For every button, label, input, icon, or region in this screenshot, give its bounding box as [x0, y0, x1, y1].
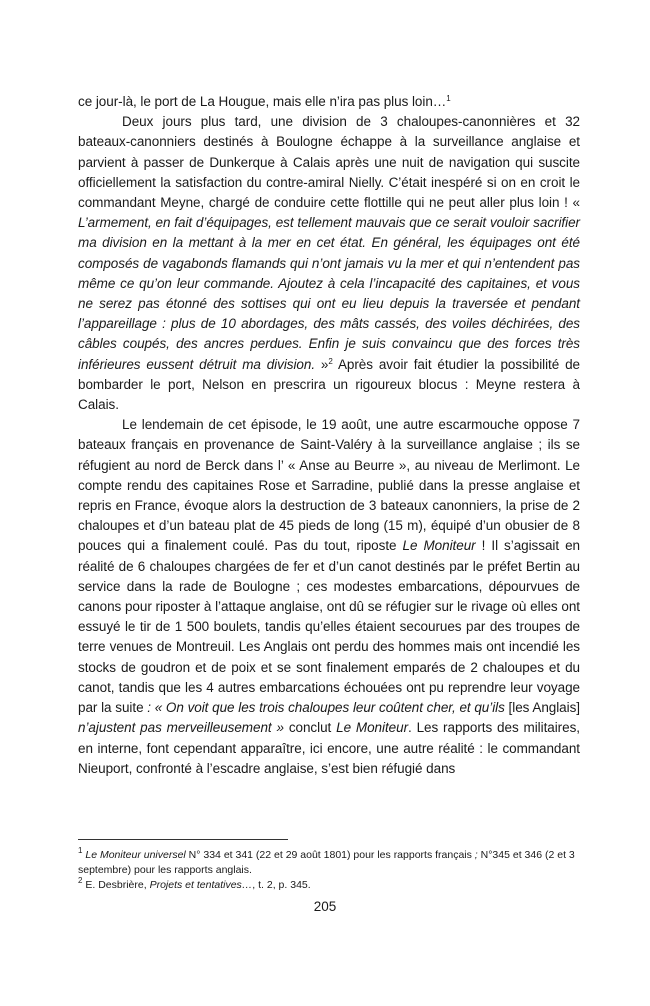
text-run: N°345 et 346 (2 et 3 septembre) pour les rapports anglais.	[78, 849, 575, 876]
paragraph	[78, 415, 580, 779]
text-run: ! Il s’agissait en réalité de 6 chaloupes chargées de fer et d’un canot destinés par le préfet Bertin au service dans la rade de Boulogne ; ces modestes embarcations, dépourvues de canons pour riposter à l’attaque anglaise, ont dû se réfugier sur le rivage où elles ont essuyé le tir de 1 500 boulets, tandis qu’elles étaient secourues par des troupes de terre venues de Montreuil. Les Anglais ont perdu des hommes mais ont incendié les stocks de goudron et de poix et se sont finalement emparés de 2 chaloupes et du canot, tandis que les 4 autres embarcations échouées ont pu reprendre leur voyage par la suite	[78, 538, 581, 716]
text-run: conclut	[283, 720, 337, 736]
text-run: N° 334 et 341 (22 et 29 août 1801) pour les rapports français	[185, 849, 472, 861]
title-italic: Le Moniteur	[336, 720, 409, 736]
text-run: »	[315, 356, 329, 372]
text-run: [les Anglais]	[504, 700, 580, 716]
footnote-number: 2	[78, 876, 83, 885]
quote-italic: n’ajustent pas merveilleusement »	[78, 720, 284, 736]
footnote-ref: 1	[446, 94, 451, 103]
title-italic: Le Moniteur universel	[85, 849, 186, 861]
text-run: , t. 2, p. 345.	[252, 879, 311, 891]
title-italic: Projets et tentatives…	[149, 879, 253, 891]
text-run: . Les rapports des militaires, en interne, font cependant apparaître, ici encore, une autre réalité : le commandant Nieuport, confronté à l’escadre anglaise, s’est bien réfugié dans	[78, 720, 580, 776]
text-run: Le lendemain de cet épisode, le 19 août, une autre escarmouche oppose 7 bateaux français en provenance de Saint-Valéry à la surveillance anglaise ; ils se réfugient au nord de Berck dans l’ « Anse au Beurre », au niveau de Merlimont. Le compte rendu des capitaines Rose et Sarradine, publié dans la presse anglaise et repris en France, évoque alors la destruction de 3 bateaux canonniers, la prise de 2 chaloupes et d’un bateau plat de 45 pieds de long (15 m), équipé d’un obusier de 8 pouces qui a finalement coulé. Pas du tout, riposte	[78, 417, 580, 554]
page-number: 205	[313, 899, 337, 914]
paragraph	[78, 112, 580, 415]
text-run: ;	[471, 849, 478, 861]
body-text	[78, 92, 580, 779]
footnote	[78, 878, 580, 893]
footnotes	[78, 848, 580, 893]
quote-italic: L’armement, en fait d’équipages, est tellement mauvais que ce serait vouloir sacrifier ma division en la mettant à la mer en cet état. En général, les équipages ont été composés de vagabonds flamands qui n’ont jamais vu la mer et qui n’entendent pas même ce qu’on leur commande. Ajoutez à cela l’incapacité des capitaines, et vous ne serez pas étonné des sottises qui ont eu lieu depuis la traversée et pendant l’appareillage : plus de 10 abordages, des mâts cassés, des voiles déchirées, des câbles coupés, des ancres perdues. Enfin je suis convaincu que des forces très inférieures eussent détruit ma division.	[78, 215, 580, 372]
paragraph	[78, 92, 580, 112]
title-italic: Le Moniteur	[402, 538, 476, 554]
footnote-ref: 2	[328, 356, 333, 366]
quote-italic: : « On voit que les trois chaloupes leur coûtent cher, et qu’ils	[143, 700, 505, 716]
text-run: E. Desbrière,	[85, 879, 150, 891]
footnote	[78, 848, 580, 878]
footnote-number: 1	[78, 846, 83, 855]
text-run: Deux jours plus tard, une division de 3 chaloupes-canonnières et 32 bateaux-canonniers destinés à Boulogne échappe à la surveillance anglaise et parvient à passer de Dunkerque à Calais après une nuit de navigation qui suscite officiellement la satisfaction du contre-amiral Nielly. C’était inespéré si on en croit le commandant Meyne, chargé de conduire cette flottille qui ne peut aller plus loin ! «	[78, 114, 580, 211]
footnote-divider	[78, 839, 288, 840]
text-run: ce jour-là, le port de La Hougue, mais elle n’ira pas plus loin…	[78, 94, 447, 109]
text-run: Après avoir fait étudier la possibilité de bombarder le port, Nelson en prescrira un rigoureux blocus : Meyne restera à Calais.	[78, 356, 580, 413]
